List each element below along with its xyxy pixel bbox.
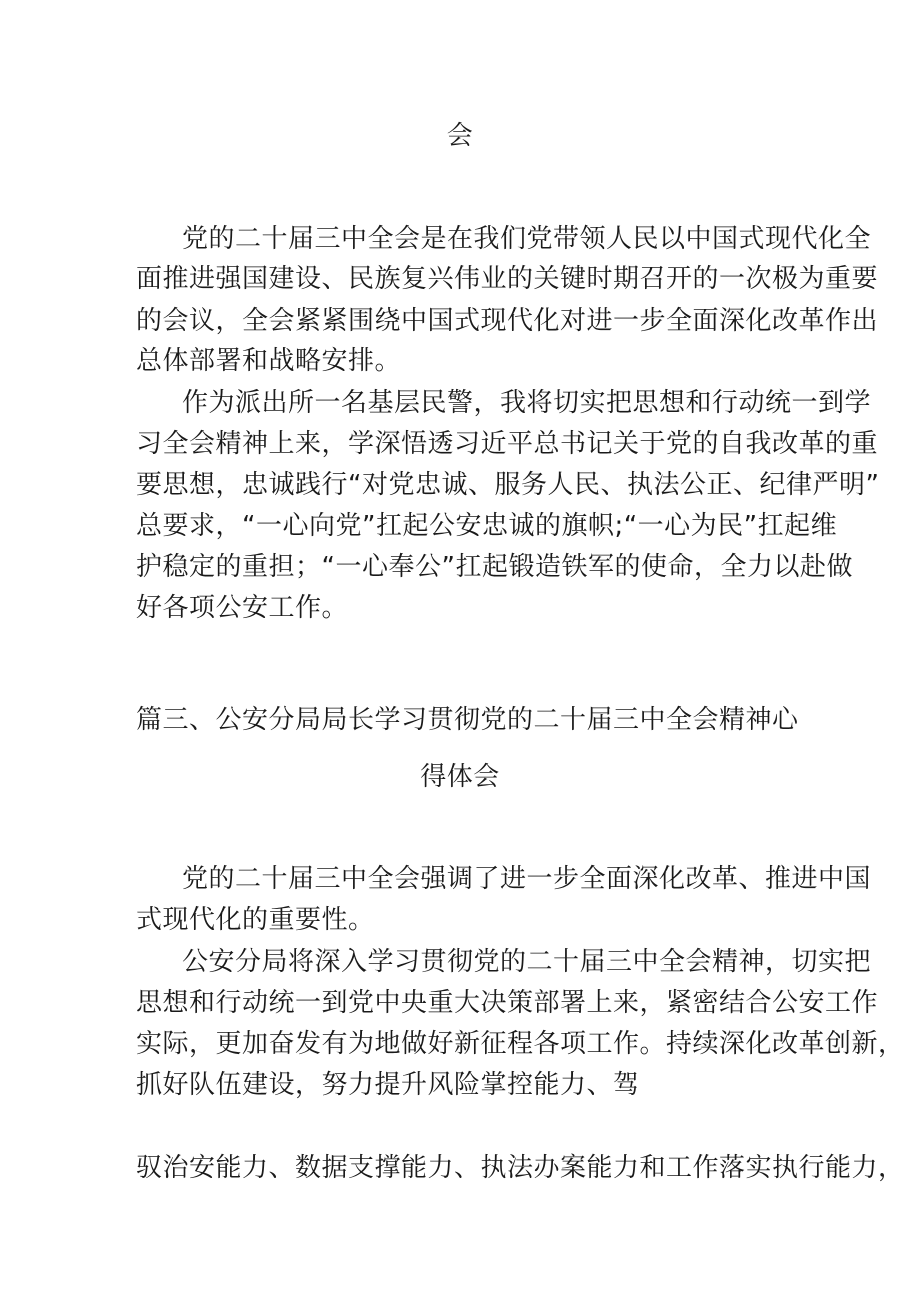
text-line: 要思想，忠诚践行“对党忠诚、服务人民、执法公正、纪律严明”: [136, 470, 880, 500]
section-heading-line-1: 篇三、公安分局局长学习贯彻党的二十届三中全会精神心: [136, 705, 799, 735]
text-line: 实际，更加奋发有为地做好新征程各项工作。持续深化改革创新，: [136, 1029, 905, 1059]
text-line: 总体部署和战略安排。: [136, 346, 402, 376]
text-line: 公安分局将深入学习贯彻党的二十届三中全会精神，切实把: [182, 947, 872, 977]
text-line: 的会议，全会紧紧围绕中国式现代化对进一步全面深化改革作出: [136, 306, 879, 336]
text-line: 驭治安能力、数据支撑能力、执法办案能力和工作落实执行能力，: [136, 1153, 905, 1183]
text-line: 作为派出所一名基层民警，我将切实把思想和行动统一到学: [182, 388, 872, 418]
text-line: 习全会精神上来，学深悟透习近平总书记关于党的自我改革的重: [136, 429, 879, 459]
text-line: 护稳定的重担；“一心奉公”扛起锻造铁军的使命，全力以赴做: [136, 552, 853, 582]
text-line: 思想和行动统一到党中央重大决策部署上来，紧密结合公安工作: [136, 988, 879, 1018]
text-line: 党的二十届三中全会强调了进一步全面深化改革、推进中国: [182, 864, 872, 894]
title-tail: 会: [446, 121, 474, 151]
text-line: 党的二十届三中全会是在我们党带领人民以中国式现代化全: [182, 224, 872, 254]
text-line: 式现代化的重要性。: [136, 905, 375, 935]
text-line: 面推进强国建设、民族复兴伟业的关键时期召开的一次极为重要: [136, 264, 879, 294]
text-line: 总要求，“一心向党”扛起公安忠诚的旗帜;“一心为民”扛起维: [136, 511, 838, 541]
section-heading-line-2: 得体会: [420, 762, 500, 792]
text-line: 抓好队伍建设，努力提升风险掌控能力、驾: [136, 1070, 640, 1100]
text-line: 好各项公安工作。: [136, 593, 349, 623]
